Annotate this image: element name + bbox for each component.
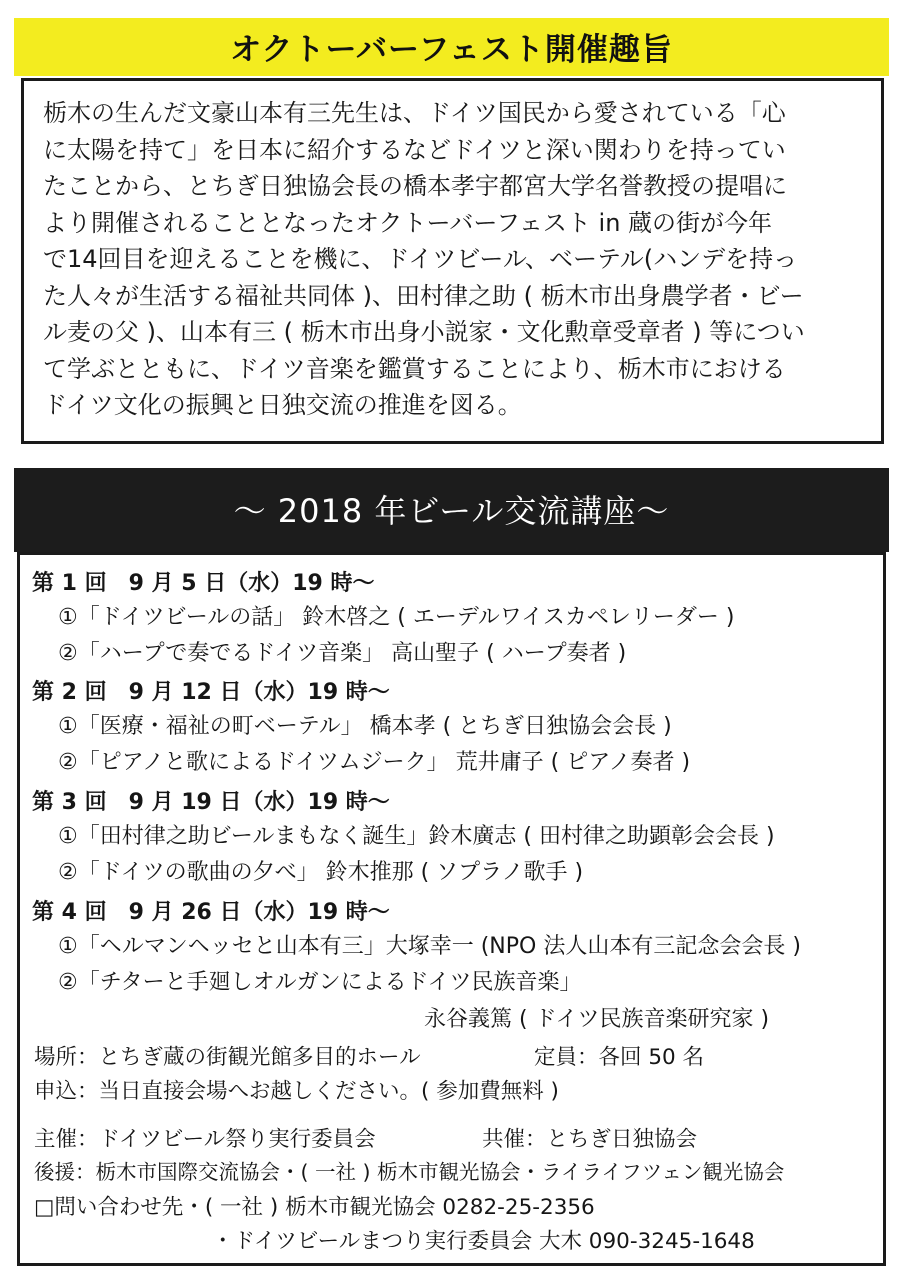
application-text: 申込：当日直接会場へお越しください。( 参加費無料 ) [34, 1079, 559, 1104]
purpose-line: に太陽を持て」を日本に紹介するなどドイツと深い関わりを持ってい [43, 135, 786, 164]
purpose-line: て学ぶとともに、ドイツ音楽を鑑賞することにより、栃木市における [43, 354, 786, 383]
contact-text: □問い合わせ先・( 一社 ) 栃木市観光協会 0282-25-2356 [34, 1195, 595, 1220]
talk-item: ②「ハープで奏でるドイツ音楽」 高山聖子 ( ハープ奏者 ) [58, 641, 627, 666]
talk-item: ①「医療・福祉の町ベーテル」 橋本孝 ( とちぎ日独協会会長 ) [58, 714, 672, 739]
purpose-line: ドイツ文化の振興と日独交流の推進を図る。 [43, 391, 522, 419]
lecture-title: ～ 2018 年ビール交流講座～ [233, 492, 670, 530]
purpose-text [43, 95, 868, 424]
purpose-line: ル麦の父 )、山本有三 ( 栃木市出身小説家・文化勲章受章者 ) 等につい [43, 318, 805, 346]
purpose-line: た人々が生活する福祉共同体 )、田村律之助 ( 栃木市出身農学者・ビー [43, 281, 804, 310]
talk-item: ①「ヘルマンヘッセと山本有三」大塚幸一 (NPO 法人山本有三記念会会長 ) [58, 934, 801, 959]
supporters-text: 後援：栃木市国際交流協会・( 一社 ) 栃木市観光協会・ライライフツェン観光協会 [34, 1160, 785, 1184]
purpose-line: たことから、とちぎ日独協会長の橋本孝宇都宮大学名誉教授の提唱に [43, 172, 787, 200]
purpose-line: より開催されることとなったオクトーバーフェスト in 蔵の街が今年 [43, 208, 773, 237]
capacity-text: 定員：各回 50 名 [534, 1045, 705, 1070]
purpose-line: 栃木の生んだ文豪山本有三先生は、ドイツ国民から愛されている「心 [43, 99, 786, 127]
organizer-text: 主催：ドイツビール祭り実行委員会 [34, 1127, 376, 1152]
talk-item: ②「チターと手廻しオルガンによるドイツ民族音楽」 [58, 970, 582, 995]
co-host-text: 共催：とちぎ日独協会 [482, 1127, 698, 1152]
talk-item: ①「田村律之助ビールまもなく誕生」鈴木廣志 ( 田村律之助顕彰会会長 ) [58, 824, 775, 849]
talk-item: ②「ドイツの歌曲の夕べ」 鈴木推那 ( ソプラノ歌手 ) [58, 860, 584, 885]
session-heading: 第 4 回 9 月 26 日（水）19 時～ [32, 900, 390, 925]
session-heading: 第 2 回 9 月 12 日（水）19 時～ [32, 680, 390, 705]
talk-item: ②「ピアノと歌によるドイツムジーク」 荒井庸子 ( ピアノ奏者 ) [58, 750, 691, 775]
talk-item: 永谷義篤 ( ドイツ民族音楽研究家 ) [424, 1007, 770, 1032]
session-heading: 第 3 回 9 月 19 日（水）19 時～ [32, 790, 390, 815]
purpose-title: オクトーバーフェスト開催趣旨 [230, 32, 673, 68]
purpose-line: で14回目を迎えることを機に、ドイツビール、ベーテル(ハンデを持っ [43, 245, 798, 273]
session-heading: 第 1 回 9 月 5 日（水）19 時～ [32, 571, 375, 596]
talk-item: ①「ドイツビールの話」 鈴木啓之 ( エーデルワイスカペレリーダー ) [58, 605, 735, 630]
venue-text: 場所：とちぎ蔵の街観光館多目的ホール [34, 1045, 421, 1070]
contact-text: ・ドイツビールまつり実行委員会 大木 090-3245-1648 [212, 1229, 755, 1254]
